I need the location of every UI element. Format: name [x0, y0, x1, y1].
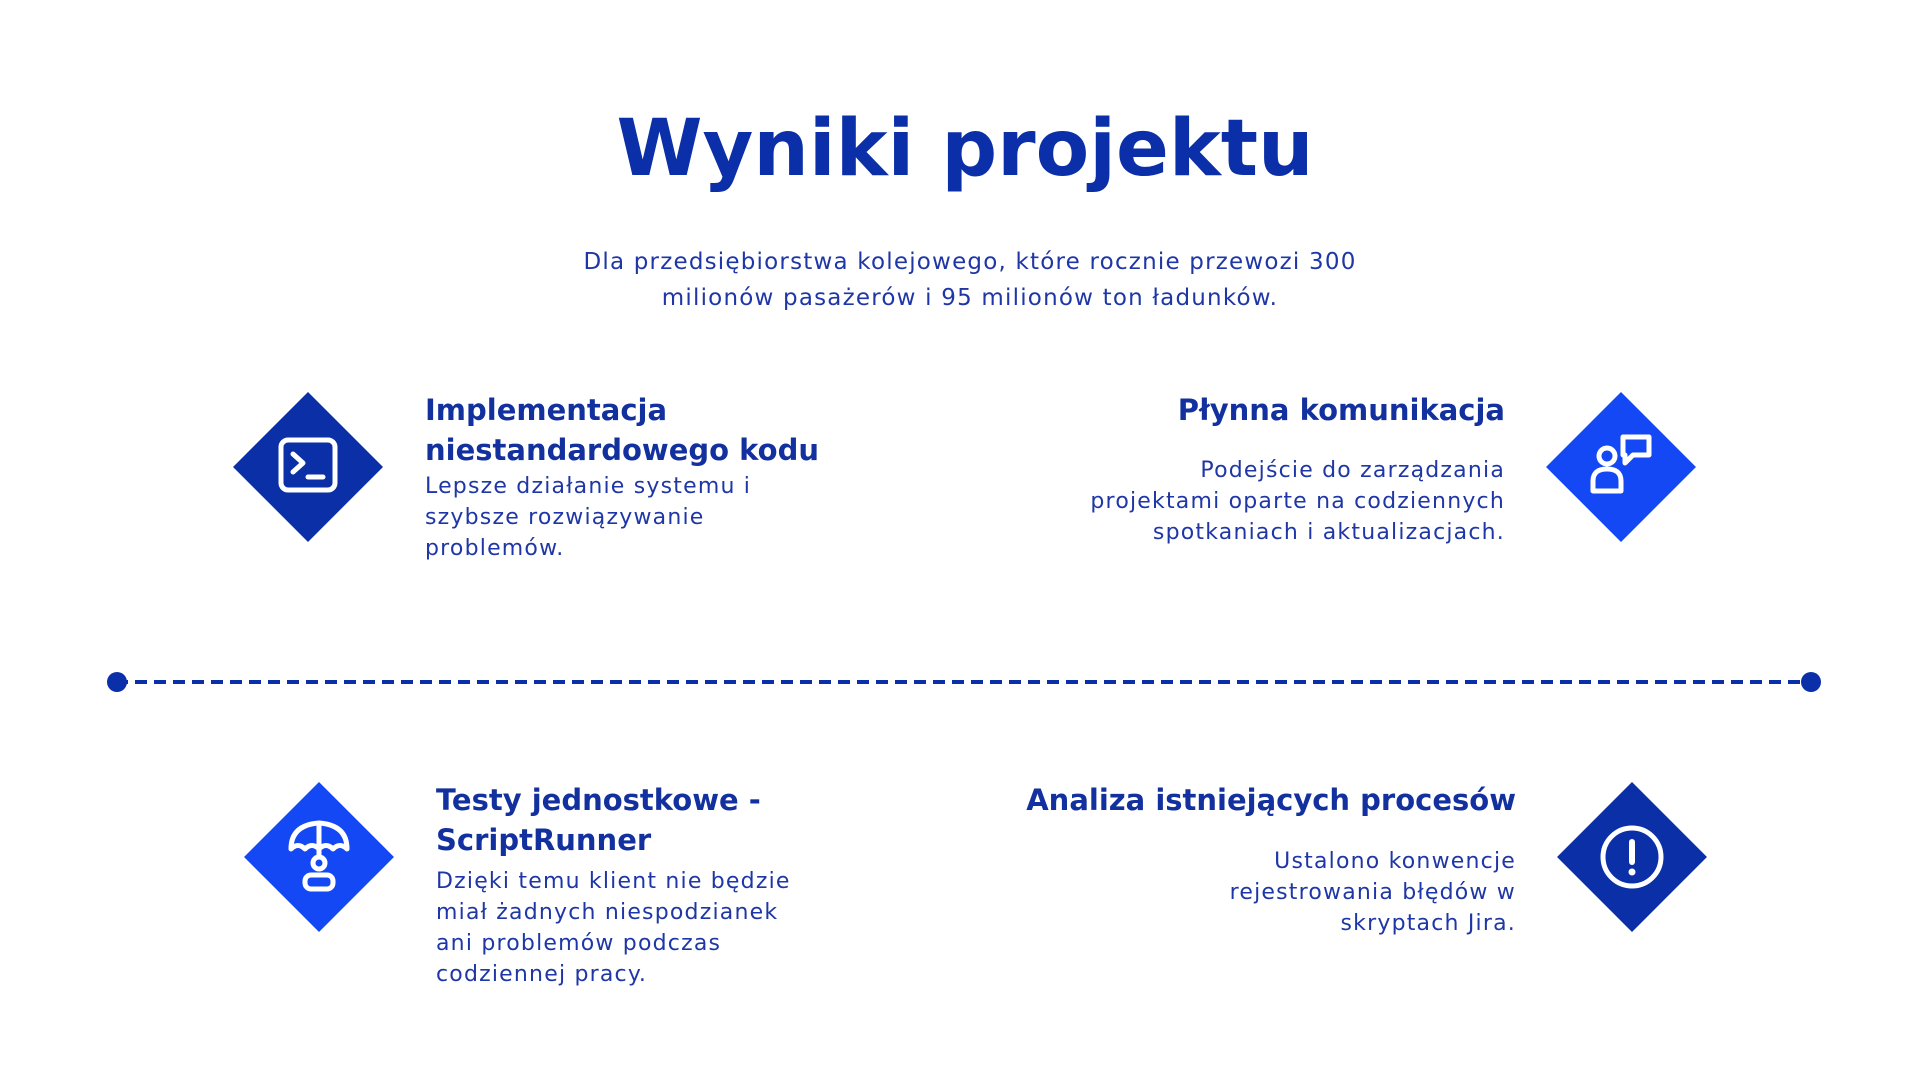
umbrella-person-icon [245, 783, 393, 931]
timeline-start-dot [107, 672, 127, 692]
exclamation-icon-badge [1558, 783, 1706, 931]
card-desc-process-analysis: Ustalono konwencje rejestrowania błędów w skryptach Jira. [1229, 849, 1516, 936]
card-desc-unit-tests: Dzięki temu klient nie będzie miał żadnych niespodzianek ani problemów podczas codziennej pracy. [436, 869, 791, 987]
timeline-end-dot [1801, 672, 1821, 692]
card-title-unit-tests: Testy jednostkowe - ScriptRunner [436, 783, 761, 857]
card-title-custom-code: Implementacja niestandardowego kodu [425, 393, 819, 467]
exclamation-icon [1558, 783, 1706, 931]
terminal-icon-badge [234, 393, 382, 541]
user-chat-icon [1547, 393, 1695, 541]
page-subtitle: Dla przedsiębiorstwa kolejowego, które rocznie przewozi 300 milionów pasażerów i 95 milionów ton ładunków. [583, 249, 1357, 311]
umbrella-person-icon-badge [245, 783, 393, 931]
card-desc-communication: Podejście do zarządzania projektami oparte na codziennych spotkaniach i aktualizacjach. [1090, 458, 1505, 545]
card-title-communication: Płynna komunikacja [1177, 393, 1505, 427]
user-chat-icon-badge [1547, 393, 1695, 541]
card-desc-custom-code: Lepsze działanie systemu i szybsze rozwiązywanie problemów. [425, 474, 752, 561]
timeline-divider [104, 670, 1824, 694]
card-title-process-analysis: Analiza istniejących procesów [1026, 783, 1516, 817]
terminal-icon [234, 393, 382, 541]
page-title: Wyniki projektu [616, 104, 1314, 194]
